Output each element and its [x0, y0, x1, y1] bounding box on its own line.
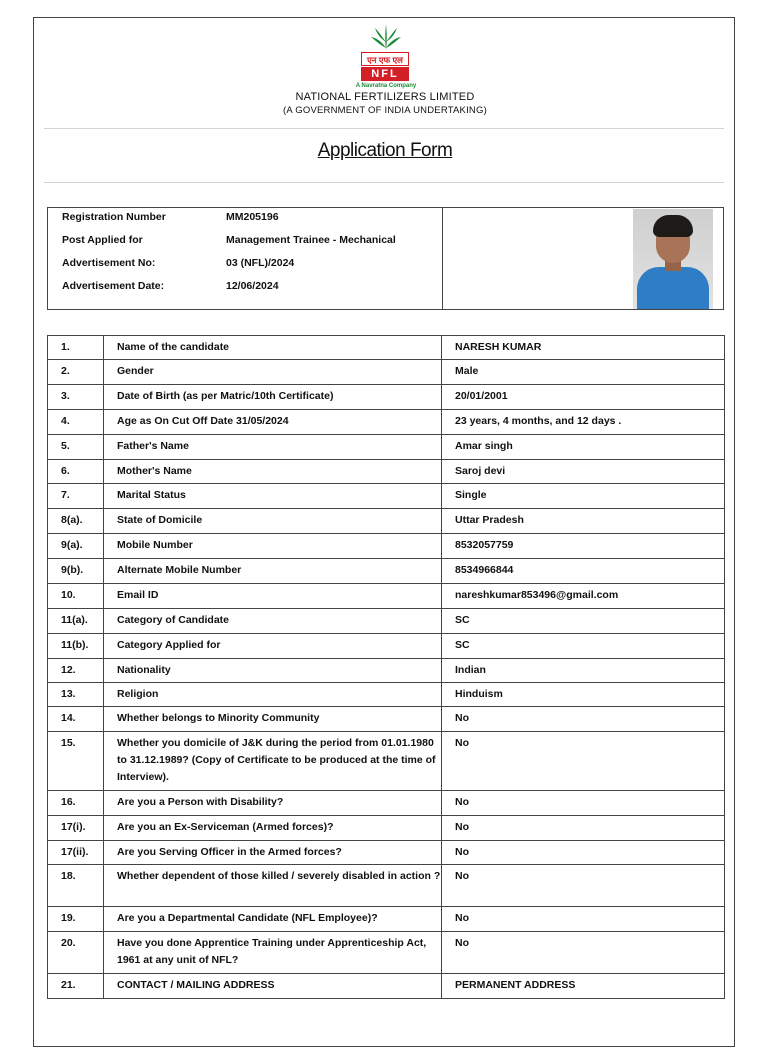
registration-label: Advertisement No:: [62, 257, 156, 269]
registration-label: Advertisement Date:: [62, 280, 165, 292]
application-details-table: [47, 335, 725, 999]
row-number: 15.: [48, 732, 104, 791]
table-row: [48, 732, 725, 791]
row-number: 2.: [48, 360, 104, 385]
field-value: Hinduism: [442, 683, 725, 707]
page-title: Application Form: [317, 140, 453, 161]
field-value: No: [442, 707, 725, 732]
registration-label: Post Applied for: [62, 234, 143, 246]
application-page: [33, 17, 735, 1047]
field-value: SC: [442, 634, 725, 659]
field-label: Mobile Number: [104, 534, 442, 559]
field-label: Marital Status: [104, 484, 442, 509]
table-row: [48, 932, 725, 974]
row-number: 13.: [48, 683, 104, 707]
field-value: NARESH KUMAR: [442, 336, 725, 360]
row-number: 9(b).: [48, 559, 104, 584]
field-label: Are you a Person with Disability?: [104, 791, 442, 816]
field-label: Gender: [104, 360, 442, 385]
row-number: 3.: [48, 385, 104, 410]
registration-value: Management Trainee - Mechanical: [226, 234, 396, 246]
field-label: Category Applied for: [104, 634, 442, 659]
field-label: Email ID: [104, 584, 442, 609]
table-row: [48, 659, 725, 683]
table-row: [48, 584, 725, 609]
row-number: 12.: [48, 659, 104, 683]
field-label: State of Domicile: [104, 509, 442, 534]
field-value: No: [442, 732, 725, 791]
table-row: [48, 841, 725, 865]
table-row: [48, 484, 725, 509]
field-label: Are you an Ex-Serviceman (Armed forces)?: [104, 816, 442, 841]
field-label: Category of Candidate: [104, 609, 442, 634]
field-value: nareshkumar853496@gmail.com: [442, 584, 725, 609]
field-label: Whether dependent of those killed / severely disabled in action ?: [104, 865, 442, 907]
registration-value: 12/06/2024: [226, 280, 279, 292]
row-number: 4.: [48, 410, 104, 435]
registration-box: [47, 207, 724, 310]
table-row: [48, 907, 725, 932]
field-value: Indian: [442, 659, 725, 683]
field-label: Whether you domicile of J&K during the period from 01.01.1980 to 31.12.1989? (Copy of Certificate to be produced at the time of Interview).: [104, 732, 442, 791]
title-divider: [44, 182, 724, 183]
logo-tagline: A Navratna Company: [355, 83, 417, 89]
field-value: SC: [442, 609, 725, 634]
field-value: 23 years, 4 months, and 12 days .: [442, 410, 725, 435]
registration-label: Registration Number: [62, 211, 166, 223]
table-row: [48, 410, 725, 435]
logo-abbreviation: NFL: [361, 67, 409, 81]
row-number: 21.: [48, 974, 104, 999]
field-value: PERMANENT ADDRESS: [442, 974, 725, 999]
field-value: Single: [442, 484, 725, 509]
company-name: NATIONAL FERTILIZERS LIMITED: [295, 91, 475, 103]
field-value: 8534966844: [442, 559, 725, 584]
table-row: [48, 385, 725, 410]
field-label: Name of the candidate: [104, 336, 442, 360]
field-label: Have you done Apprentice Training under Apprenticeship Act, 1961 at any unit of NFL?: [104, 932, 442, 974]
table-row: [48, 816, 725, 841]
row-number: 17(i).: [48, 816, 104, 841]
table-row: [48, 435, 725, 460]
row-number: 11(b).: [48, 634, 104, 659]
table-row: [48, 360, 725, 385]
table-row: [48, 634, 725, 659]
row-number: 10.: [48, 584, 104, 609]
table-row: [48, 509, 725, 534]
logo-hindi-text: एन एफ एल: [361, 52, 409, 66]
field-value: 8532057759: [442, 534, 725, 559]
table-row: [48, 609, 725, 634]
row-number: 1.: [48, 336, 104, 360]
field-value: 20/01/2001: [442, 385, 725, 410]
registration-divider: [442, 208, 443, 309]
row-number: 16.: [48, 791, 104, 816]
registration-value: MM205196: [226, 211, 279, 223]
row-number: 6.: [48, 460, 104, 484]
field-value: Male: [442, 360, 725, 385]
field-label: Are you Serving Officer in the Armed forces?: [104, 841, 442, 865]
field-label: Father's Name: [104, 435, 442, 460]
row-number: 20.: [48, 932, 104, 974]
row-number: 11(a).: [48, 609, 104, 634]
registration-value: 03 (NFL)/2024: [226, 257, 295, 269]
field-label: CONTACT / MAILING ADDRESS: [104, 974, 442, 999]
row-number: 9(a).: [48, 534, 104, 559]
field-label: Alternate Mobile Number: [104, 559, 442, 584]
row-number: 14.: [48, 707, 104, 732]
row-number: 8(a).: [48, 509, 104, 534]
field-label: Age as On Cut Off Date 31/05/2024: [104, 410, 442, 435]
table-row: [48, 683, 725, 707]
header-divider: [44, 128, 724, 129]
field-label: Whether belongs to Minority Community: [104, 707, 442, 732]
company-subtitle: (A GOVERNMENT OF INDIA UNDERTAKING): [283, 105, 487, 116]
field-label: Nationality: [104, 659, 442, 683]
field-value: No: [442, 865, 725, 907]
field-label: Date of Birth (as per Matric/10th Certificate): [104, 385, 442, 410]
field-value: Uttar Pradesh: [442, 509, 725, 534]
nfl-logo: [355, 22, 417, 90]
table-row: [48, 336, 725, 360]
letterhead: [34, 18, 734, 130]
field-value: No: [442, 816, 725, 841]
field-value: No: [442, 907, 725, 932]
row-number: 5.: [48, 435, 104, 460]
row-number: 7.: [48, 484, 104, 509]
field-label: Are you a Departmental Candidate (NFL Employee)?: [104, 907, 442, 932]
table-row: [48, 791, 725, 816]
table-row: [48, 460, 725, 484]
candidate-photo: [633, 209, 713, 309]
field-value: Amar singh: [442, 435, 725, 460]
table-row: [48, 707, 725, 732]
field-value: No: [442, 841, 725, 865]
field-value: No: [442, 932, 725, 974]
field-label: Mother's Name: [104, 460, 442, 484]
leaves-icon: [368, 22, 404, 52]
table-row: [48, 974, 725, 999]
field-value: No: [442, 791, 725, 816]
row-number: 17(ii).: [48, 841, 104, 865]
table-row: [48, 865, 725, 907]
row-number: 18.: [48, 865, 104, 907]
field-value: Saroj devi: [442, 460, 725, 484]
table-row: [48, 559, 725, 584]
row-number: 19.: [48, 907, 104, 932]
table-row: [48, 534, 725, 559]
field-label: Religion: [104, 683, 442, 707]
